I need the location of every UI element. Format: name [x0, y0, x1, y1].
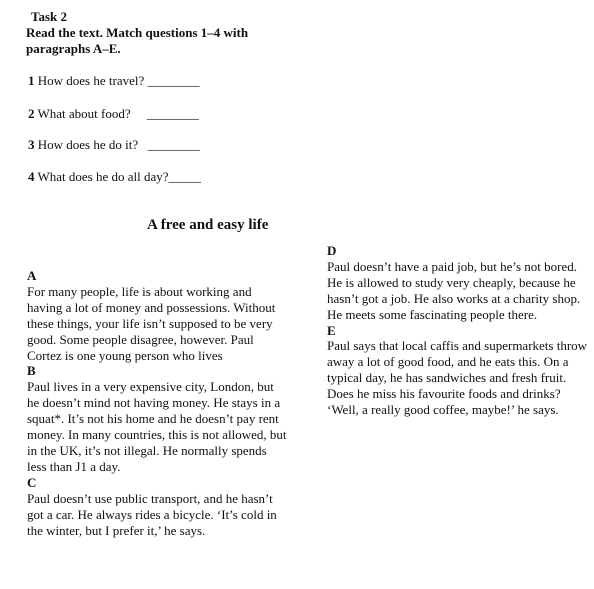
paragraph-letter-d: D: [327, 243, 337, 258]
paragraph-letter-c: C: [27, 474, 37, 490]
article-column-right: [327, 243, 589, 418]
question-3: [28, 137, 200, 153]
question-4: [28, 169, 201, 185]
question-number: 4: [28, 169, 35, 184]
question-2: [28, 106, 199, 122]
question-1: [28, 73, 200, 89]
question-text: What does he do all day?_____: [34, 169, 202, 184]
paragraph-a: For many people, life is about working and having a lot of money and possessions. Without these things, your life isn’t supposed to be very good. Some people disagree, however. Paul Cortez is one young person who lives: [27, 283, 276, 363]
article-column-left: [27, 268, 289, 538]
paragraph-e: Paul says that local caffis and supermarkets throw away a lot of good food, and he eats this. On a typical day, he has sandwiches and fresh fruit. Does he miss his favourite foods and drinks? ‘Well, a really good coffee, maybe!’ he says.: [327, 338, 588, 418]
question-number: 3: [28, 137, 35, 152]
question-text: How does he travel? ________: [34, 73, 200, 88]
question-number: 1: [28, 73, 35, 88]
question-number: 2: [28, 106, 35, 121]
question-text: What about food? ________: [34, 106, 199, 121]
paragraph-letter-b: B: [27, 363, 36, 379]
paragraph-letter-e: E: [327, 322, 336, 338]
question-text: How does he do it? ________: [34, 137, 200, 152]
task-instruction: Read the text. Match questions 1–4 with paragraphs A–E.: [26, 25, 249, 56]
paragraph-d: Paul doesn’t have a paid job, but he’s not bored. He is allowed to study very cheaply, because he hasn’t got a job. He also works at a charity shop. He meets some fascinating people there.: [327, 258, 581, 322]
article-title: A free and easy life: [147, 217, 269, 233]
task-title: Task 2: [31, 9, 68, 24]
paragraph-b: Paul lives in a very expensive city, London, but he doesn’t mind not having money. He stays in a squat*. It’s not his home and he doesn’t pay rent money. In many countries, this is not allowed, but in the UK, it’s not illegal. He normally spends less than J1 a day.: [27, 379, 287, 474]
paragraph-letter-a: A: [27, 268, 37, 283]
paragraph-c: Paul doesn’t use public transport, and he hasn’t got a car. He always rides a bicycle. ‘It’s cold in the winter, but I prefer it,’ he says.: [27, 490, 277, 538]
